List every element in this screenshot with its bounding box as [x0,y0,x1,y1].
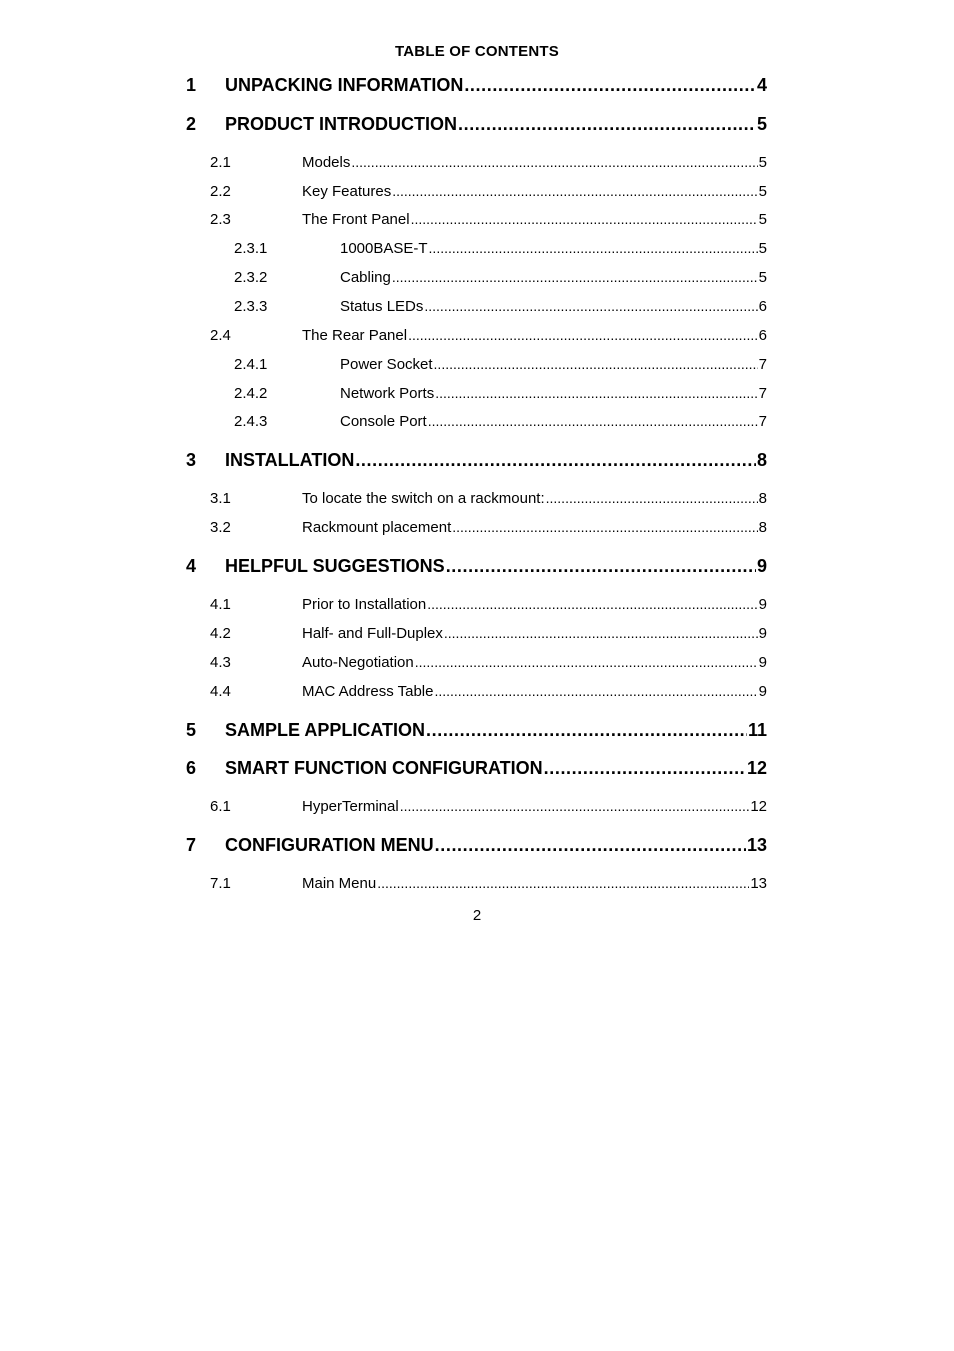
toc-entry-label: HyperTerminal [302,798,399,815]
toc-entry-3[interactable] [186,449,767,471]
toc-dot-leader [408,326,758,344]
toc-dot-leader [444,624,758,642]
toc-entry-label: Models [302,154,351,171]
toc-entry-2-4[interactable] [186,326,767,345]
toc-entry-label: SMART FUNCTION CONFIGURATION [225,758,543,778]
toc-dot-leader [435,384,757,402]
toc-dot-leader [377,874,749,892]
toc-entry-number: 2.3.2 [234,269,268,286]
toc-entry-label: Status LEDs [340,298,424,315]
toc-entry-page: 8 [756,450,767,470]
toc-dot-leader [400,797,750,815]
toc-entry-3-1[interactable] [186,489,767,508]
toc-dot-leader [428,412,758,430]
page-number: 2 [472,907,482,924]
toc-entry-2-4-3[interactable] [186,412,767,431]
toc-dot-leader [464,74,756,96]
toc-entry-label: INSTALLATION [225,450,355,470]
toc-entry-number: 4 [186,556,197,576]
toc-entry-4-2[interactable] [186,624,767,643]
toc-dot-leader [392,182,757,200]
toc-entry-label: MAC Address Table [302,683,434,700]
toc-entry-7-1[interactable] [186,874,767,893]
toc-dot-leader [435,834,746,856]
toc-entry-label: HELPFUL SUGGESTIONS [225,556,445,576]
toc-entry-number: 2.3.3 [234,298,268,315]
toc-entry-number: 2.3.1 [234,240,268,257]
toc-entry-label: Auto-Negotiation [302,654,414,671]
toc-entry-page: 13 [750,875,767,892]
toc-entry-6[interactable] [186,757,767,779]
toc-entry-2-3-1[interactable] [186,239,767,258]
toc-entry-number: 3.1 [210,490,231,507]
toc-entry-2-3[interactable] [186,210,767,229]
toc-dot-leader [426,719,747,741]
toc-entry-label: 1000BASE-T [340,240,428,257]
toc-entry-page: 13 [746,835,767,855]
toc-dot-leader [434,355,758,373]
toc-dot-leader [446,555,756,577]
toc-entry-2[interactable] [186,113,767,135]
toc-entry-number: 2 [186,114,197,134]
toc-entry-number: 2.4.3 [234,413,268,430]
toc-entry-page: 9 [758,625,767,642]
toc-entry-label: UNPACKING INFORMATION [225,75,464,95]
toc-entry-page: 8 [758,490,767,507]
toc-dot-leader [546,489,758,507]
toc-entry-page: 11 [747,720,767,740]
toc-entry-label: Main Menu [302,875,377,892]
toc-entry-page: 8 [758,519,767,536]
toc-dot-leader [434,682,757,700]
toc-entry-page: 6 [758,298,767,315]
toc-entry-page: 5 [756,114,767,134]
toc-entry-number: 2.4 [210,327,231,344]
toc-dot-leader [427,595,757,613]
toc-entry-page: 5 [758,269,767,286]
toc-entry-page: 5 [758,183,767,200]
toc-entry-label: Rackmount placement [302,519,452,536]
toc-entry-label: Prior to Installation [302,596,427,613]
toc-entry-6-1[interactable] [186,797,767,816]
toc-entry-page: 5 [758,240,767,257]
toc-entry-page: 4 [756,75,767,95]
toc-entry-label: PRODUCT INTRODUCTION [225,114,457,134]
toc-entry-3-2[interactable] [186,518,767,537]
toc-entry-number: 2.1 [210,154,231,171]
toc-entry-number: 2.2 [210,183,231,200]
toc-entry-label: Power Socket [340,356,433,373]
toc-entry-page: 9 [756,556,767,576]
toc-entry-number: 6 [186,758,197,778]
toc-entry-number: 3 [186,450,197,470]
toc-entry-page: 5 [758,211,767,228]
toc-entry-page: 6 [758,327,767,344]
toc-entry-2-4-1[interactable] [186,355,767,374]
toc-entry-4-1[interactable] [186,595,767,614]
toc-entry-2-3-2[interactable] [186,268,767,287]
toc-dot-leader [544,757,746,779]
toc-dot-leader [411,210,758,228]
toc-entry-number: 4.2 [210,625,231,642]
toc-entry-page: 9 [758,683,767,700]
toc-entry-page: 9 [758,654,767,671]
toc-entry-label: Half- and Full-Duplex [302,625,443,642]
toc-entry-number: 3.2 [210,519,231,536]
toc-entry-7[interactable] [186,834,767,856]
toc-entry-page: 7 [758,356,767,373]
toc-entry-4-4[interactable] [186,682,767,701]
toc-entry-label: Console Port [340,413,427,430]
toc-dot-leader [355,449,756,471]
toc-entry-page: 12 [746,758,767,778]
toc-entry-2-1[interactable] [186,153,767,172]
toc-entry-label: Cabling [340,269,391,286]
toc-entry-4-3[interactable] [186,653,767,672]
toc-entry-number: 2.4.1 [234,356,268,373]
page-title: TABLE OF CONTENTS [395,43,559,60]
toc-dot-leader [415,653,758,671]
toc-entry-number: 4.3 [210,654,231,671]
toc-entry-number: 4.1 [210,596,231,613]
toc-entry-1[interactable] [186,74,767,96]
toc-dot-leader [424,297,757,315]
toc-entry-number: 2.3 [210,211,231,228]
toc-entry-number: 7.1 [210,875,231,892]
toc-dot-leader [429,239,758,257]
toc-entry-2-2[interactable] [186,182,767,201]
toc-entry-page: 9 [758,596,767,613]
toc-entry-label: To locate the switch on a rackmount: [302,490,545,507]
toc-dot-leader [452,518,757,536]
toc-entry-page: 7 [758,385,767,402]
toc-entry-2-3-3[interactable] [186,297,767,316]
toc-entry-number: 4.4 [210,683,231,700]
toc-entry-page: 12 [750,798,767,815]
toc-entry-number: 2.4.2 [234,385,268,402]
toc-entry-label: The Front Panel [302,211,410,228]
toc-entry-number: 6.1 [210,798,231,815]
toc-entry-number: 7 [186,835,197,855]
toc-entry-number: 1 [186,75,197,95]
toc-entry-5[interactable] [186,719,767,741]
toc-entry-label: CONFIGURATION MENU [225,835,434,855]
toc-entry-page: 7 [758,413,767,430]
toc-entry-label: SAMPLE APPLICATION [225,720,426,740]
toc-entry-2-4-2[interactable] [186,384,767,403]
toc-dot-leader [458,113,756,135]
toc-entry-number: 5 [186,720,197,740]
toc-dot-leader [351,153,757,171]
toc-entry-page: 5 [758,154,767,171]
toc-entry-label: Network Ports [340,385,435,402]
toc-entry-label: Key Features [302,183,392,200]
toc-dot-leader [392,268,758,286]
toc-entry-label: The Rear Panel [302,327,408,344]
toc-entry-4[interactable] [186,555,767,577]
